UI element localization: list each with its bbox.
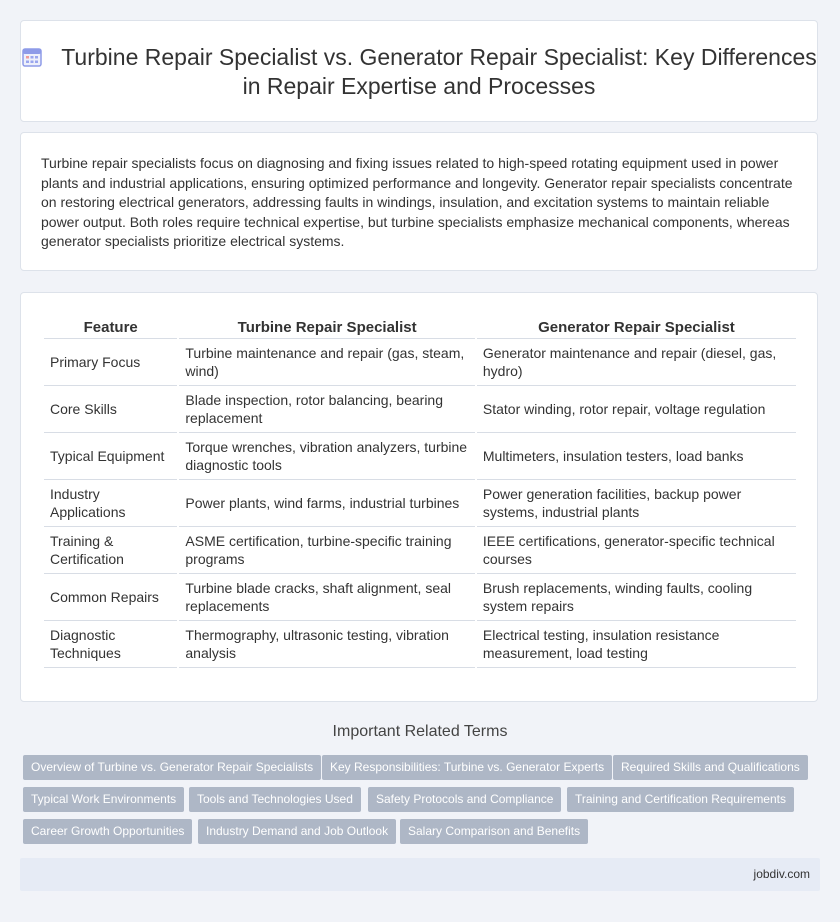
intro-paragraph: Turbine repair specialists focus on diagnosing and fixing issues related to high-speed rotating equipment used in power plants and industrial applications, ensuring optimized performance and longevity. Generator repair specialists concentrate on restoring electrical generators, addressing faults in windings, insulation, and excitation systems to maintain reliable power output. Both roles require technical expertise, but turbine specialists emphasize mechanical components, whereas generator specialists prioritize electrical systems. — [41, 155, 793, 249]
related-term-tag[interactable]: Industry Demand and Job Outlook — [198, 819, 396, 844]
header-turbine: Turbine Repair Specialist — [179, 316, 474, 339]
table-row — [44, 621, 796, 668]
related-term-tag[interactable]: Salary Comparison and Benefits — [400, 819, 588, 844]
comparison-table — [42, 316, 798, 668]
row-generator: Stator winding, rotor repair, voltage regulation — [477, 386, 796, 433]
row-feature: Common Repairs — [44, 574, 177, 621]
related-term-tag[interactable]: Overview of Turbine vs. Generator Repair Specialists — [23, 755, 321, 780]
calendar-icon — [21, 46, 43, 68]
related-term-tag[interactable]: Safety Protocols and Compliance — [368, 787, 561, 812]
row-feature: Typical Equipment — [44, 433, 177, 480]
related-terms-heading: Important Related Terms — [332, 723, 508, 740]
related-term-tag[interactable]: Required Skills and Qualifications — [613, 755, 808, 780]
intro-card — [20, 132, 818, 271]
row-feature: Training & Certification — [44, 527, 177, 574]
header-generator: Generator Repair Specialist — [477, 316, 796, 339]
related-term-tag[interactable]: Typical Work Environments — [23, 787, 184, 812]
related-term-tag[interactable]: Key Responsibilities: Turbine vs. Generator Experts — [322, 755, 612, 780]
related-term-tag[interactable]: Tools and Technologies Used — [189, 787, 361, 812]
comparison-card — [20, 292, 818, 702]
row-generator: Multimeters, insulation testers, load banks — [477, 433, 796, 480]
table-row — [44, 433, 796, 480]
table-row — [44, 574, 796, 621]
row-turbine: Turbine blade cracks, shaft alignment, seal replacements — [179, 574, 474, 621]
row-feature: Core Skills — [44, 386, 177, 433]
row-generator: Generator maintenance and repair (diesel, gas, hydro) — [477, 339, 796, 386]
table-header-row — [44, 316, 796, 339]
header-feature: Feature — [44, 316, 177, 339]
row-generator: Electrical testing, insulation resistance measurement, load testing — [477, 621, 796, 668]
footer — [20, 858, 820, 891]
row-turbine: Thermography, ultrasonic testing, vibration analysis — [179, 621, 474, 668]
row-turbine: ASME certification, turbine-specific training programs — [179, 527, 474, 574]
row-generator: Power generation facilities, backup power systems, industrial plants — [477, 480, 796, 527]
row-feature: Industry Applications — [44, 480, 177, 527]
row-feature: Diagnostic Techniques — [44, 621, 177, 668]
row-feature: Primary Focus — [44, 339, 177, 386]
title-text: Turbine Repair Specialist vs. Generator Repair Specialist: Key Differences in Repair Expertise and Processes — [61, 44, 817, 99]
row-turbine: Torque wrenches, vibration analyzers, turbine diagnostic tools — [179, 433, 474, 480]
table-row — [44, 527, 796, 574]
row-generator: Brush replacements, winding faults, cooling system repairs — [477, 574, 796, 621]
footer-site[interactable]: jobdiv.com — [753, 867, 810, 881]
row-turbine: Power plants, wind farms, industrial turbines — [179, 480, 474, 527]
row-generator: IEEE certifications, generator-specific technical courses — [477, 527, 796, 574]
table-row — [44, 480, 796, 527]
table-row — [44, 339, 796, 386]
row-turbine: Turbine maintenance and repair (gas, steam, wind) — [179, 339, 474, 386]
title-card — [20, 20, 818, 122]
table-row — [44, 386, 796, 433]
related-term-tag[interactable]: Career Growth Opportunities — [23, 819, 192, 844]
page-title — [21, 43, 817, 101]
related-term-tag[interactable]: Training and Certification Requirements — [567, 787, 794, 812]
row-turbine: Blade inspection, rotor balancing, bearing replacement — [179, 386, 474, 433]
